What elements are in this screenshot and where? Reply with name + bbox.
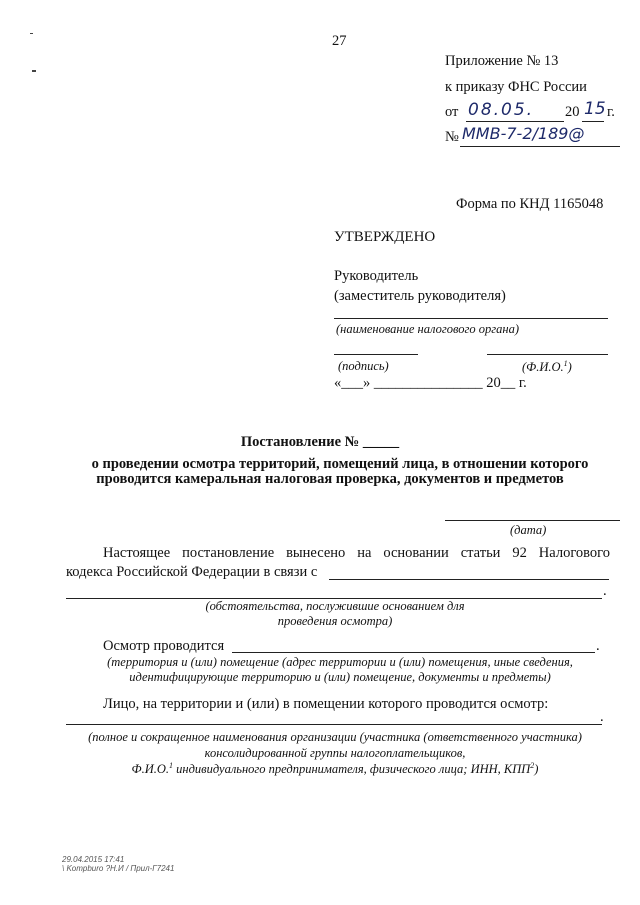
- authority-caption: (наименование налогового органа): [336, 322, 519, 336]
- fio-caption: [522, 359, 572, 375]
- person-footnote-marker-2: 2: [530, 761, 535, 770]
- appendix-number-prefix: №: [445, 129, 459, 145]
- para1-line1: Настоящее постановление вынесено на основании статьи 92 Налогового: [103, 545, 610, 561]
- form-code: Форма по КНД 1165048: [456, 196, 604, 212]
- person-line: [66, 724, 602, 725]
- inspection-line: [232, 652, 595, 653]
- appendix-date-prefix: от: [445, 104, 459, 120]
- appendix-year-prefix: 20: [565, 104, 580, 120]
- signature-caption: (подпись): [338, 359, 389, 373]
- resolution-title-line1: Постановление № _____: [240, 434, 400, 450]
- resolution-title-line2: о проведении осмотра территорий, помещений лица, в отношении которого: [91, 456, 589, 472]
- fio-caption-text: (Ф.И.О.: [522, 360, 564, 375]
- date-line: [445, 520, 620, 521]
- approval-date-line: «___» _______________ 20__ г.: [334, 375, 527, 391]
- person-footnote-marker-1: 1: [169, 761, 174, 770]
- person-caption-fio: Ф.И.О.: [131, 762, 170, 777]
- person-caption-line2: консолидированной группы налогоплательщиков,: [204, 746, 466, 760]
- approval-role-line2: (заместитель руководителя): [334, 288, 506, 304]
- appendix-number-handwritten: ММВ-7-2/189@: [462, 124, 585, 143]
- footer-path: \ Kompburo ?Н.И / Прил-Г7241: [62, 864, 175, 873]
- appendix-number-underline: [460, 146, 620, 147]
- inspection-caption-line2: идентифицирующие территорию и (или) помещение, документы и предметы): [129, 670, 551, 684]
- person-caption-entrepreneur: индивидуального предпринимателя, физического лица; ИНН, КПП: [173, 762, 531, 777]
- appendix-date-underline: [466, 121, 564, 122]
- approval-role-line1: Руководитель: [334, 268, 419, 284]
- circumstances-caption-line1: (обстоятельства, послужившие основанием для: [205, 599, 465, 613]
- inspection-end-period: .: [596, 638, 600, 654]
- fio-line: [487, 354, 608, 355]
- circumstances-caption-line2: проведения осмотра): [277, 614, 393, 628]
- authority-line: [334, 318, 608, 319]
- fio-footnote-marker: 1: [563, 359, 568, 368]
- footer-timestamp: 29.04.2015 17:41: [62, 855, 125, 864]
- appendix-order-ref: к приказу ФНС России: [445, 79, 587, 95]
- appendix-date-handwritten: 08.05.: [468, 100, 535, 120]
- page-number: 27: [332, 33, 347, 49]
- reason-end-period: .: [603, 583, 607, 599]
- appendix-year-handwritten: 15: [584, 99, 606, 119]
- scan-speck: [30, 33, 33, 34]
- date-caption: (дата): [510, 523, 547, 537]
- person-caption-line3: [0, 761, 640, 777]
- person-caption-close: ): [534, 762, 539, 777]
- inspection-label: Осмотр проводится: [103, 638, 225, 654]
- fio-caption-close: ): [567, 360, 572, 375]
- scan-speck: [32, 70, 36, 72]
- person-caption-line1: (полное и сокращенное наименования организации (участника (ответственного участника): [88, 730, 582, 744]
- signature-line: [334, 354, 418, 355]
- appendix-year-suffix: г.: [607, 104, 615, 120]
- person-label: Лицо, на территории и (или) в помещении которого проводится осмотр:: [103, 696, 549, 712]
- appendix-title: Приложение № 13: [445, 53, 559, 69]
- resolution-title-line3: проводится камеральная налоговая проверка, документов и предметов: [96, 471, 564, 487]
- appendix-year-underline: [582, 121, 604, 122]
- person-end-period: .: [600, 709, 604, 725]
- inspection-caption-line1: (территория и (или) помещение (адрес территории и (или) помещения, иные сведения,: [107, 655, 573, 669]
- reason-line-1: [329, 579, 609, 580]
- para1-line2: кодекса Российской Федерации в связи с: [66, 564, 318, 580]
- approval-heading: УТВЕРЖДЕНО: [334, 229, 436, 245]
